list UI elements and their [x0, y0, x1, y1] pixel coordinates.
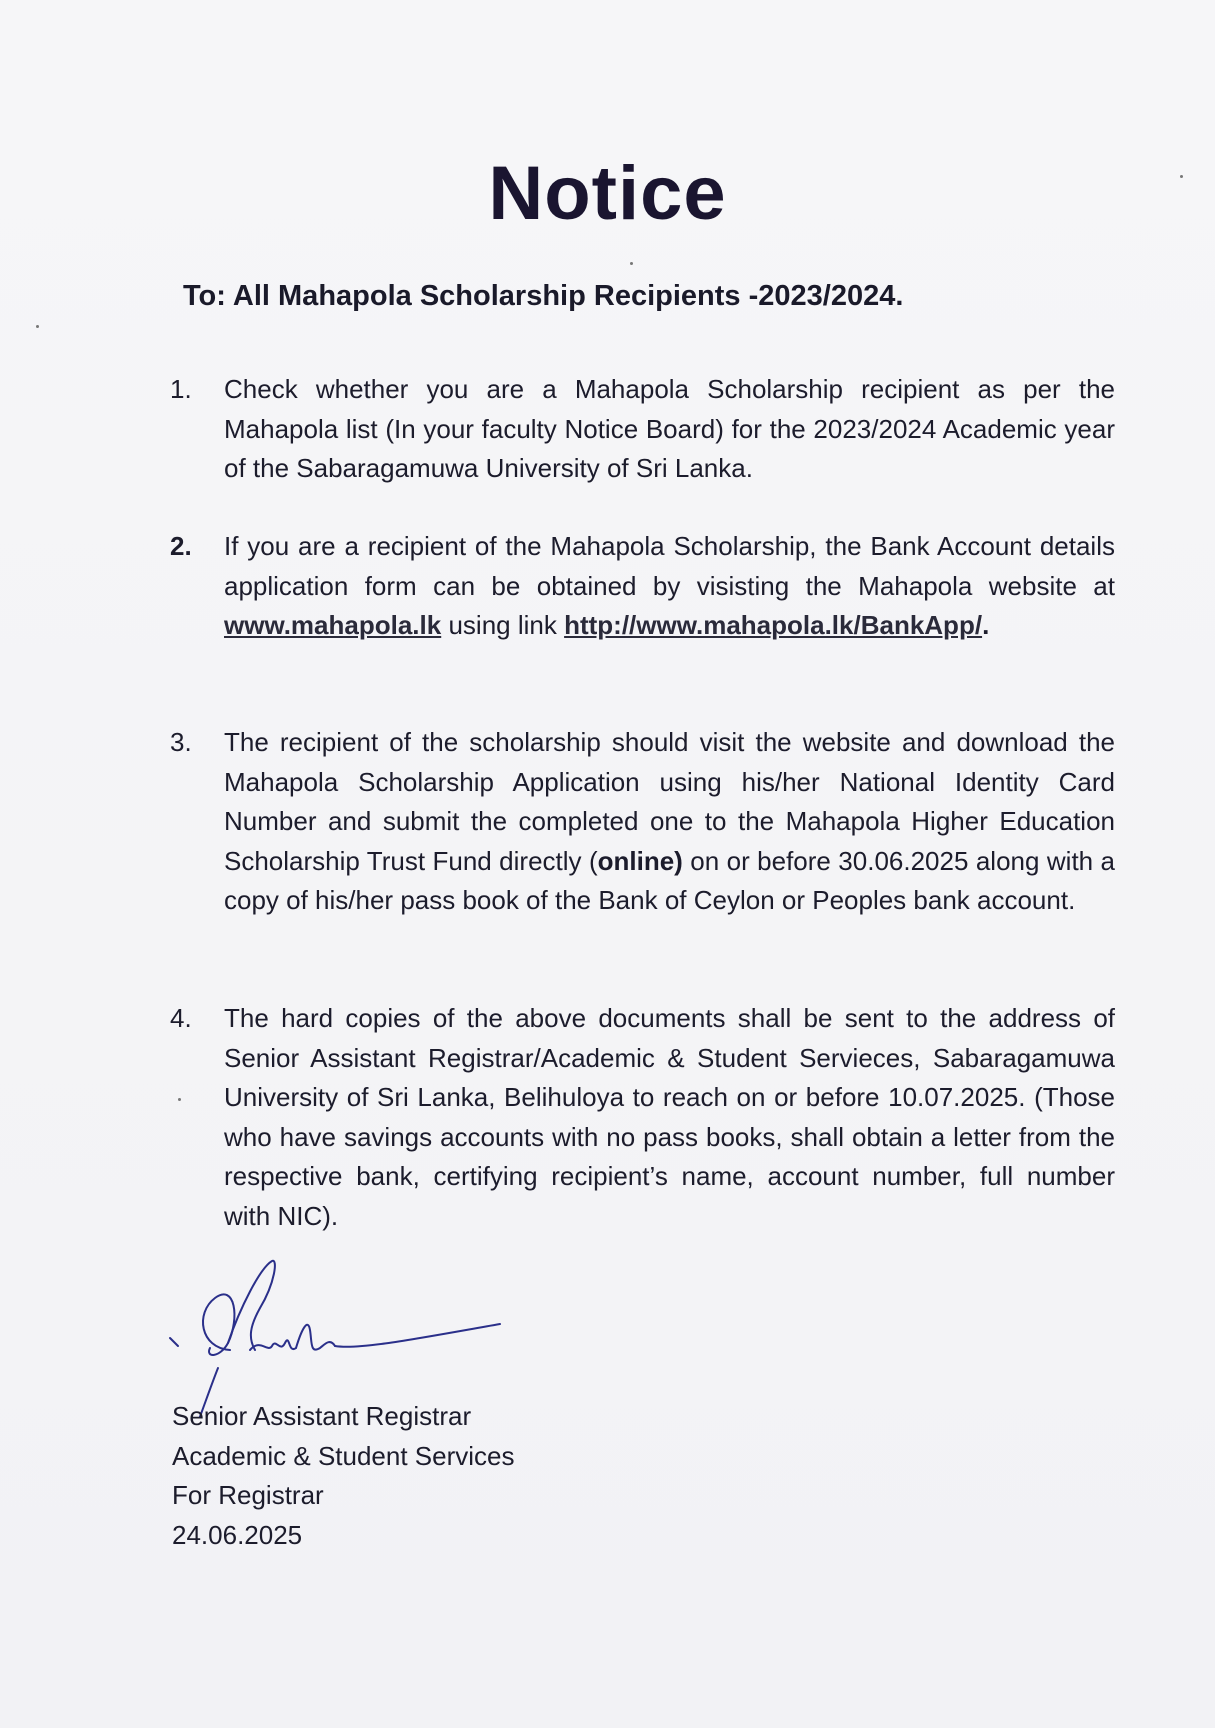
- item-number: 2.: [170, 531, 192, 561]
- item-text-part: If you are a recipient of the Mahapola Scholarship, the Bank Account details application form can be obtained by visisting the Mahapola website at: [224, 531, 1115, 601]
- item-text: [224, 527, 1115, 646]
- notice-item-4: [170, 999, 1115, 1236]
- recipient-line: To: All Mahapola Scholarship Recipients -2023/2024.: [183, 280, 904, 312]
- item-text: Check whether you are a Mahapola Scholarship recipient as per the Mahapola list (In your faculty Notice Board) for the 2023/2024 Academic year of the Sabaragamuwa University of Sri Lanka.: [224, 374, 1115, 483]
- notice-item-2: [170, 527, 1115, 646]
- notice-title: Notice: [488, 151, 727, 236]
- item-text: The hard copies of the above documents shall be sent to the address of Senior Assistant Registrar/Academic & Student Servieces, Sabaragamuwa University of Sri Lanka, Belihuloya to reach on or before 10.07.2025. (Those who have savings accounts with no pass books, shall obtain a letter from the respective bank, certifying recipient’s name, account number, full number with NIC).: [224, 1003, 1115, 1231]
- paper-speck: [630, 262, 633, 265]
- bank-app-link[interactable]: http://www.mahapola.lk/BankApp/: [564, 610, 983, 640]
- item-number: 3.: [170, 727, 192, 757]
- paper-speck: [36, 325, 39, 328]
- item-text-bold: online): [597, 845, 683, 876]
- mahapola-website-link[interactable]: www.mahapola.lk: [224, 610, 442, 640]
- item-text-part: using link: [448, 610, 557, 640]
- item-text-part: on or before 30.06.2025 along with a copy of his/her pass book of the Bank of Ceylon or Peoples bank account.: [224, 845, 1116, 915]
- signatory-for: For Registrar: [172, 1480, 324, 1510]
- signatory-department: Academic & Student Services: [172, 1440, 515, 1471]
- item-number: 1.: [170, 374, 192, 404]
- signatory-date: 24.06.2025: [172, 1519, 303, 1550]
- signatory-position: Senior Assistant Registrar: [172, 1401, 472, 1431]
- paper-speck: [178, 1098, 181, 1101]
- item-text-part: .: [982, 610, 990, 640]
- item-number: 4.: [170, 1003, 192, 1033]
- notice-item-3: [170, 723, 1115, 921]
- paper-speck: [1180, 175, 1183, 178]
- signatory-block: [172, 1397, 515, 1555]
- notice-item-1: [170, 370, 1115, 489]
- item-text-part: The recipient of the scholarship should visit the website and download the Mahapola Scholarship Application using his/her National Identity Card Number and submit the completed one to the Mahapola Higher Education Scholarship Trust Fund directly (: [224, 727, 1115, 876]
- item-text: [224, 723, 1115, 921]
- handwritten-signature: [160, 1258, 520, 1418]
